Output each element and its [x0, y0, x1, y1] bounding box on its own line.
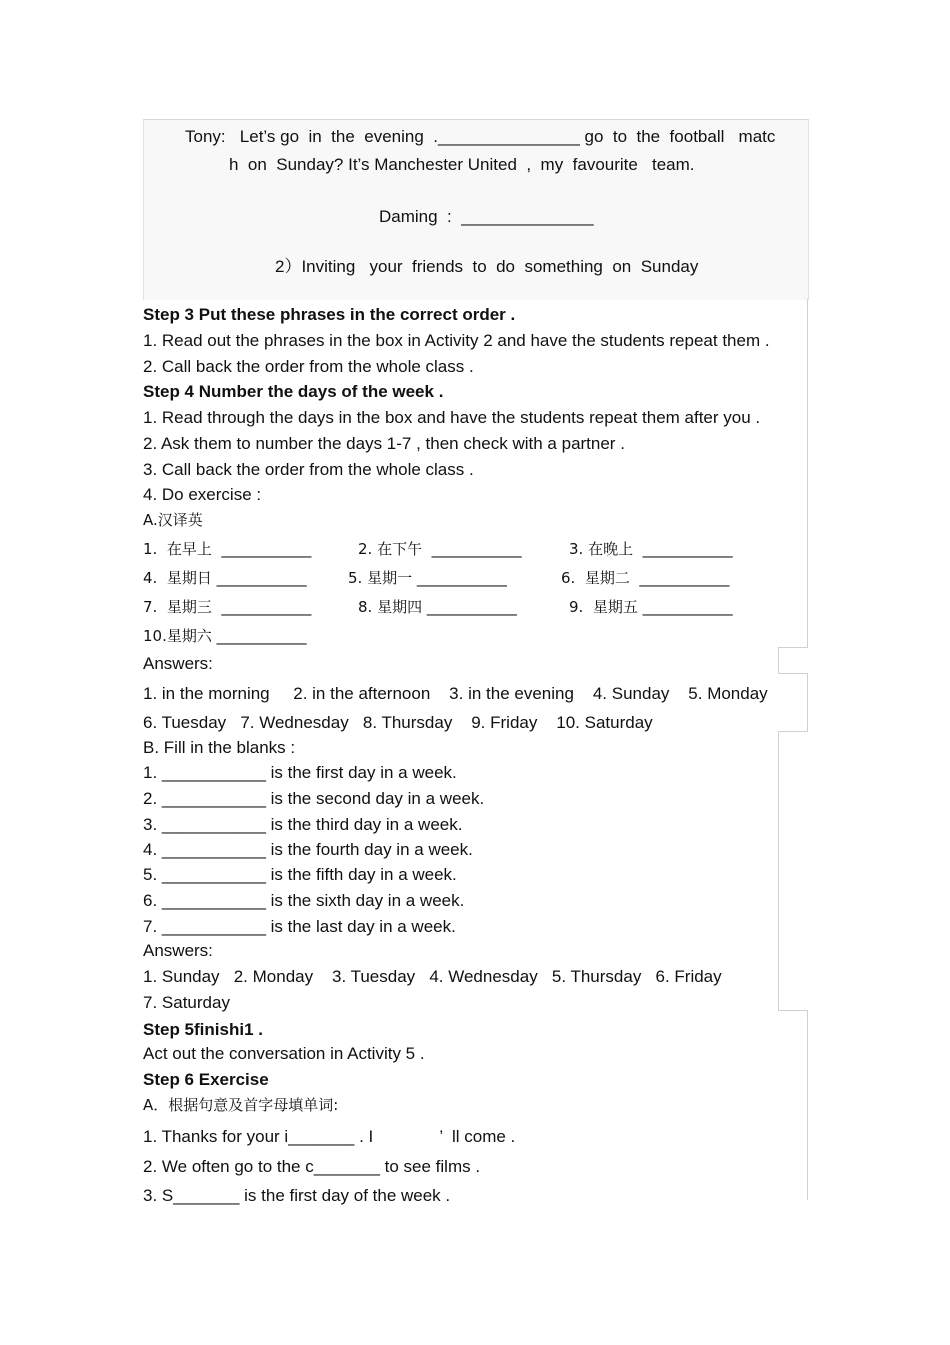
right-border-segment: [807, 299, 808, 647]
daming-line: Daming : ______________: [379, 207, 594, 226]
exercise-a-row1-col2: 2. 在下午 ____________: [358, 540, 522, 558]
step6-heading: Step 6 Exercise: [143, 1070, 269, 1089]
step3-heading: Step 3 Put these phrases in the correct order .: [143, 305, 516, 324]
step5-text: Act out the conversation in Activity 5 .: [143, 1044, 425, 1063]
task-2-text: 2）Inviting your friends to do something on Sunday: [275, 257, 699, 276]
right-border-tick: [778, 1010, 808, 1011]
exercise-b-answers-line-1: 1. Sunday 2. Monday 3. Tuesday 4. Wednesday 5. Thursday 6. Friday: [143, 967, 722, 986]
step6-item-1: 1. Thanks for your i_______ . I ’ ll come .: [143, 1127, 516, 1146]
exercise-a-row2-col1: 4. 星期日 ____________: [143, 569, 307, 587]
exercise-b-item-7: 7. ___________ is the last day in a week.: [143, 917, 456, 936]
right-border-segment: [778, 647, 779, 673]
exercise-a-row3-col1: 7. 星期三 ____________: [143, 598, 312, 616]
right-border-tick: [778, 647, 808, 648]
step6-item-2: 2. We often go to the c_______ to see films .: [143, 1157, 481, 1176]
right-border-tick: [778, 673, 808, 674]
exercise-a-row1-col3: 3. 在晚上 ____________: [569, 540, 733, 558]
exercise-b-item-3: 3. ___________ is the third day in a week.: [143, 815, 463, 834]
exercise-b-item-6: 6. ___________ is the sixth day in a week.: [143, 891, 465, 910]
exercise-a-answers-label: Answers:: [143, 654, 213, 673]
step4-item-2: 2. Ask them to number the days 1-7 , then check with a partner .: [143, 434, 625, 453]
exercise-a-answers-line-2: 6. Tuesday 7. Wednesday 8. Thursday 9. Friday 10. Saturday: [143, 713, 653, 732]
exercise-a-answers-line-1: 1. in the morning 2. in the afternoon 3. in the evening 4. Sunday 5. Monday: [143, 684, 768, 703]
exercise-b-item-2: 2. ___________ is the second day in a week.: [143, 789, 485, 808]
right-border-segment: [807, 673, 808, 731]
exercise-b-answers-label: Answers:: [143, 941, 213, 960]
right-border-tick: [778, 731, 808, 732]
exercise-b-item-1: 1. ___________ is the first day in a week.: [143, 763, 457, 782]
step4-item-1: 1. Read through the days in the box and have the students repeat them after you .: [143, 408, 761, 427]
tony-line-2: h on Sunday? It’s Manchester United , my favourite team.: [229, 155, 695, 174]
right-border-segment: [807, 1010, 808, 1200]
step3-item-2: 2. Call back the order from the whole class .: [143, 357, 474, 376]
step4-item-4: 4. Do exercise :: [143, 485, 262, 504]
right-border-segment: [778, 731, 779, 1010]
exercise-b-item-4: 4. ___________ is the fourth day in a week.: [143, 840, 473, 859]
exercise-a-row1-col1: 1. 在早上 ____________: [143, 540, 312, 558]
exercise-b-title: B. Fill in the blanks :: [143, 738, 296, 757]
exercise-a-row4-col1: 10.星期六 ____________: [143, 627, 307, 645]
exercise-a-row3-col2: 8. 星期四 ____________: [358, 598, 517, 616]
exercise-b-item-5: 5. ___________ is the fifth day in a week.: [143, 865, 457, 884]
step3-item-1: 1. Read out the phrases in the box in Activity 2 and have the students repeat them .: [143, 331, 770, 350]
exercise-a-row3-col3: 9. 星期五 ____________: [569, 598, 733, 616]
exercise-a-row2-col3: 6. 星期二 ____________: [561, 569, 730, 587]
exercise-b-answers-line-2: 7. Saturday: [143, 993, 230, 1012]
step4-item-3: 3. Call back the order from the whole class .: [143, 460, 474, 479]
step6-item-3: 3. S_______ is the first day of the week .: [143, 1186, 451, 1205]
exercise-a-row2-col2: 5. 星期一 ____________: [348, 569, 507, 587]
step4-heading: Step 4 Number the days of the week .: [143, 382, 444, 401]
exercise-a-title: A.汉译英: [143, 511, 203, 529]
tony-line-1: Tony: Let’s go in the evening ._______________ go to the football matc: [185, 127, 776, 146]
step5-heading: Step 5finishi1 .: [143, 1020, 263, 1039]
step6-sub-a: A．根据句意及首字母填单词:: [143, 1096, 339, 1114]
